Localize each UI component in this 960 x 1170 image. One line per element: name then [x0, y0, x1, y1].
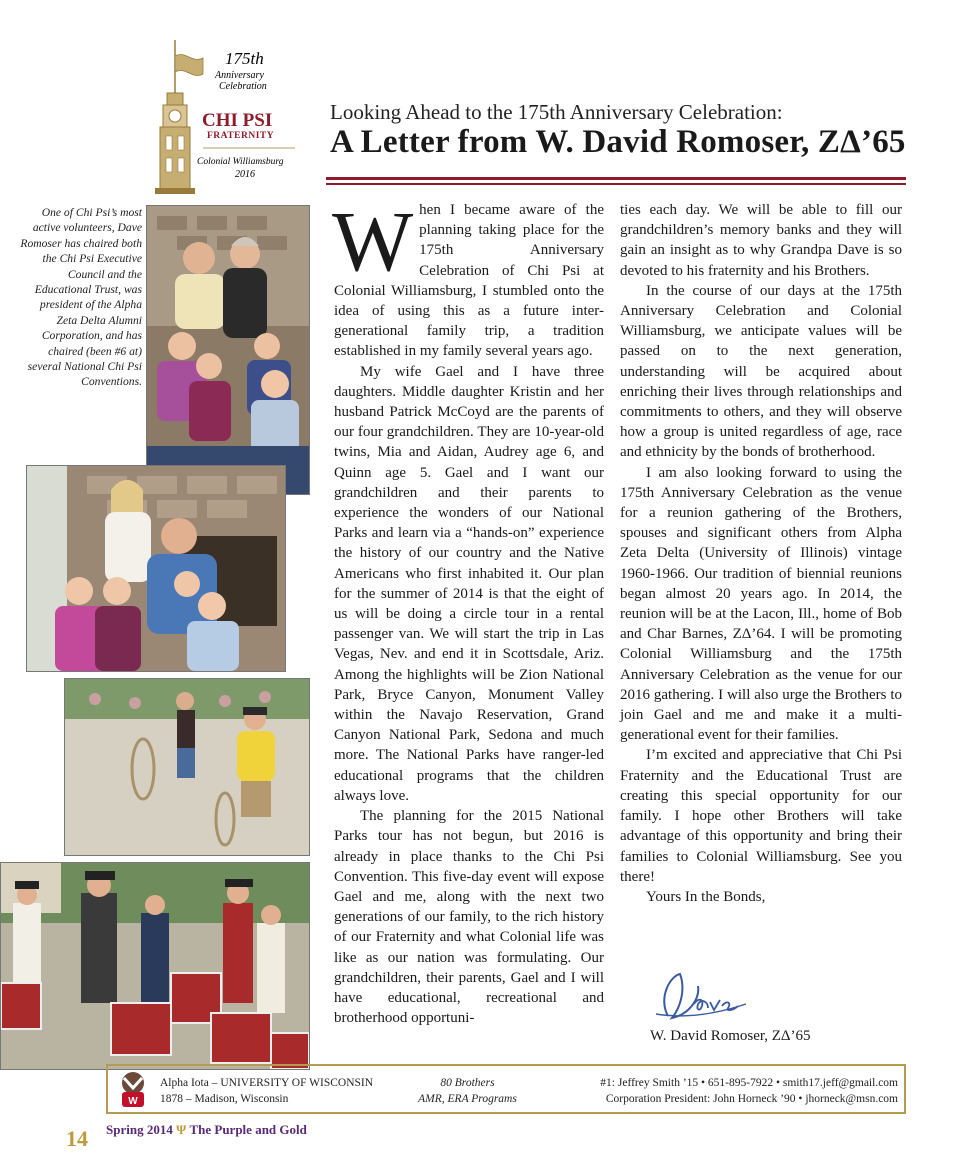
- letter-column-1: [332, 193, 604, 1028]
- logo-sub: FRATERNITY: [207, 131, 275, 141]
- psi-separator: Ψ: [176, 1122, 187, 1137]
- photo-caption: One of Chi Psi’s most active volunteers, Dave Romoser has chaired both the Chi Psi Executive Council and the Educational Trust, was president of the Alpha Zeta Delta Alumni Corporation, and has chaired (been #6 at) several National Chi Psi Conventions.: [20, 206, 142, 389]
- logo-name: CHI PSI: [202, 110, 273, 131]
- publication-title: The Purple and Gold: [189, 1122, 307, 1137]
- logo-line3: Celebration: [219, 81, 267, 92]
- letter-paragraph: I am also looking forward to using the 175th Anniversary Celebration as the venue for a reunion gathering of the Brothers, spouses and significant others from Alpha Zeta Delta (University of Illinois) vintage 1960-1966. Our tradition of biennial reunions began almost 20 years ago. In 2014, the reunion will be at the Lacon, Ill., home of Bob and Char Barnes, ZΔ’64. I will be promoting Colonial Williamsburg and the 175th Anniversary Celebration as the venue for our 2016 gathering. I will also urge the Brothers to join Gael and me and make it a multi-generational event for their families.: [620, 464, 902, 744]
- logo-place: Colonial Williamsburg: [197, 157, 284, 167]
- badger-mascot-icon: [114, 1068, 152, 1108]
- chapter-contact-2: Corporation President: John Horneck ’90 • jhorneck@msn.com: [605, 1093, 898, 1105]
- chi-psi-175th-logo: [155, 38, 300, 196]
- issue-footer: [106, 1122, 307, 1138]
- chapter-programs: AMR, ERA Programs: [418, 1093, 517, 1105]
- handwritten-signature: [650, 968, 750, 1024]
- letter-paragraph: I’m excited and appreciative that Chi Psi Fraternity and the Educational Trust are creating this special opportunity for our family. I hope other Brothers will take advantage of this opportunity and bring their families to Colonial Williamsburg. See you there!: [620, 747, 902, 885]
- chapter-founded: 1878 – Madison, Wisconsin: [160, 1093, 289, 1105]
- chapter-name: Alpha Iota – UNIVERSITY OF WISCONSIN: [160, 1077, 374, 1089]
- issue-date: Spring 2014: [106, 1122, 173, 1137]
- fife-and-drum-corps-photo: [0, 862, 310, 1070]
- headline-rule: [326, 177, 906, 180]
- signer-name: W. David Romoser, ZΔ’65: [650, 1028, 811, 1044]
- family-photo-grandparents: [146, 205, 310, 495]
- logo-line1: 175th: [225, 49, 264, 68]
- letter-paragraph: In the course of our days at the 175th Anniversary Celebration and Colonial Williamsburg, we anticipate values will be passed on to the next generation, understanding will be acquired about enriching their lives through relationships and commitments to others, and they will observe how a group is united regardless of age, race and ethnicity by the bonds of brotherhood.: [620, 282, 902, 461]
- headline-rule: [326, 183, 906, 185]
- chapter-contact-1: #1: Jeffrey Smith ’15 • 651-895-7922 • smith17.jeff@gmail.com: [600, 1077, 898, 1089]
- article-headline: A Letter from W. David Romoser, ZΔ’65: [330, 124, 906, 160]
- letter-column-2: [620, 200, 902, 907]
- letter-paragraph: ties each day. We will be able to fill our grandchildren’s memory banks and they will gain an insight as to why Grandpa Dave is so devoted to his fraternity and his Brothers.: [620, 202, 902, 279]
- chapter-brothers: 80 Brothers: [440, 1077, 495, 1089]
- letter-paragraph: The planning for the 2015 National Parks tour has not begun, but 2016 is already in place thanks to the Chi Psi Convention. This five-day event will expose Gael and me, along with the next two generations of our family, to the rich history of our Fraternity and what Colonial life was like as our nation was formulating. Our grandchildren, their parents, Gael and I will have educational, recreational and brotherhood opportuni-: [334, 808, 604, 1027]
- family-photo-parents: [26, 465, 286, 672]
- svg-text:W: W: [128, 1096, 138, 1107]
- logo-year: 2016: [235, 169, 255, 180]
- logo-line2: Anniversary: [215, 70, 264, 81]
- drop-cap: W: [332, 193, 414, 289]
- page-number: 14: [66, 1126, 88, 1151]
- letter-closing: Yours In the Bonds,: [646, 888, 766, 905]
- article-kicker: Looking Ahead to the 175th Anniversary Celebration:: [330, 100, 783, 124]
- letter-paragraph: When I became aware of the planning taking place for the 175th Anniversary Celebration of Chi Psi at Colonial Williamsburg, I stumbled onto the idea of using this as a future inter-generational family trip, a tradition established in my family several years ago.: [332, 193, 604, 360]
- letter-paragraph: My wife Gael and I have three daughters. Middle daughter Kristin and her husband Patrick McCoyd are the parents of our four grandchildren. They are 10-year-old twins, Mia and Aidan, Audrey age 6, and Quinn age 5. Gael and I want our grandchildren and their parents to experience the wonders of our National Parks and learn via a “hands-on” experience the history of our country and the Native Americans who first inhabited it. Our plan for the summer of 2014 is that the eight of us will be doing a circle tour in a rental passenger van. We will start the trip in Las Vegas, Nev. and end it in Scottsdale, Ariz. Among the highlights will be Zion National Park, Bryce Canyon, Monument Valley within the Navajo Reservation, Grand Canyon National Park, Sedona and much more. The National Parks have ranger-led educational programs that the children always love.: [334, 363, 604, 804]
- hoop-rolling-photo: [64, 678, 310, 856]
